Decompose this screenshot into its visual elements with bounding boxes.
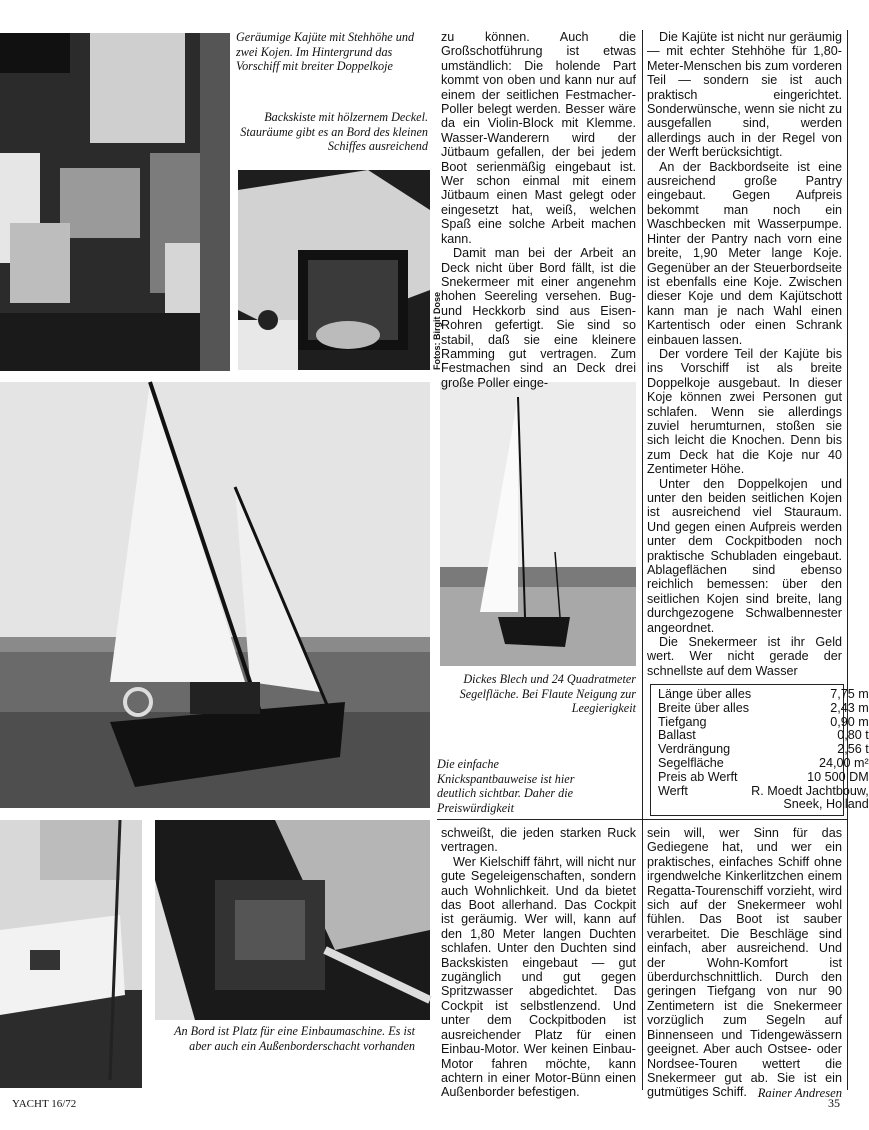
spec-row: [658, 716, 869, 730]
column-divider: [642, 30, 643, 1090]
paragraph: sein will, wer Sinn für das Gediegene hat, und wer ein praktisches, einfaches Schiff ohne irgendwelche Kinkerlitzchen einem Regatta-Tourenschiff vorzieht, wird sich auf der Snekermeer wohl fühlen. Das Boot ist sauber verarbeitet. Die Beschläge sind einfach, aber ausreichend. Und der Wohn-Komfort ist überdurchschnittlich. Durch den geringen Tiefgang von nur 90 Zentimetern ist die Snekermeer vorzüglich zum Segeln auf Binnenseen und Tidengewässern geeignet. Aber auch Ostsee- oder Nordsee-Touren wettert die Snekermeer gut ab. Sie ist ein gutmütiges Schiff.: [647, 826, 842, 1100]
column-right-top: [647, 30, 842, 678]
spec-row: [658, 688, 869, 702]
spec-label: Segelfläche: [658, 755, 724, 770]
paragraph: schweißt, die jeden starken Ruck vertragen.: [441, 826, 636, 855]
spec-value: R. Moedt Jachtbouw,: [751, 783, 869, 798]
spec-value: 24,00 m²: [819, 755, 869, 770]
spec-value: 10 500 DM: [807, 769, 869, 784]
spec-value: 0,80 t: [837, 728, 869, 743]
caption-locker: Backskiste mit hölzernem Deckel. Stauräume gibt es an Bord des kleinen Schiffes ausreichend: [240, 110, 428, 154]
column-divider-right: [847, 30, 848, 1090]
boat-side-photo: [0, 820, 142, 1088]
sailboat-small-photo: [440, 382, 636, 666]
spec-table: [650, 684, 869, 816]
spec-label: Tiefgang: [658, 714, 707, 729]
paragraph: An der Backbordseite ist eine ausreichend große Pantry eingebaut. Gegen Aufpreis bekommt man noch ein Waschbecken mit Wasserpumpe. Hinter der Pantry nach vorn eine breite, 1,90 Meter lange Koje. Gegenüber an der Steuerbordseite ist ebenfalls eine Koje. Zwischen dieser Koje und dem Kajütschott kann man je nach Wahl einen Kartentisch oder einen Schrank einbauen lassen.: [647, 159, 842, 347]
spec-value: 2,56 t: [837, 742, 869, 757]
spec-row: [658, 757, 869, 771]
column-right-bottom: [647, 826, 842, 1100]
spec-label: Breite über alles: [658, 700, 750, 715]
spec-row: [658, 729, 869, 743]
caption-small-sail: Dickes Blech und 24 Quadratmeter Segelfläche. Bei Flaute Neigung zur Leegierigkeit: [459, 672, 636, 716]
paragraph: Die Kajüte ist nicht nur geräumig — mit echter Stehhöhe für 1,80-Meter-Menschen bis zum vorderen Teil — sondern sie ist auch praktisch eingerichtet. Sonderwünsche, wenn sie nicht zu ausgefallen sind, werden allerdings auch in der Regel von der Werft berücksichtigt.: [647, 30, 842, 160]
paragraph: Wer Kielschiff fährt, will nicht nur gute Segeleigenschaften, sondern auch Wohnlichkeit. Und da bietet das Boot allerhand. Das Cockpit ist geräumig. Wer will, kann auf den 1,80 Meter langen Duchten schlafen. Unter den Duchten sind Backskisten eingebaut — gut zugänglich und gut gegen Spritzwasser abgedichtet. Das Cockpit ist selbstlenzend. Und unter dem Cockpitboden ist ausreichender Platz für einen Einbau-Motor. Wer keinen Einbau-Motor fahren möchte, kann achtern in einer Motor-Bünn einen Außenborder befestigen.: [441, 854, 636, 1100]
spec-label: Ballast: [658, 728, 696, 743]
spec-value: Sneek, Holland: [783, 797, 869, 812]
caption-cabin: Geräumige Kajüte mit Stehhöhe und zwei Kojen. Im Hintergrund das Vorschiff mit breiter Doppelkoje: [236, 30, 415, 74]
caption-large-sail: Die einfache Knickspantbauweise ist hier deutlich sichtbar. Daher die Preiswürdigkeit: [437, 757, 575, 815]
paragraph: Damit man bei der Arbeit an Deck nicht über Bord fällt, ist die Snekermeer mit einer angenehm hohen Seereling versehen. Bug- und Heckkorb sind aus Eisen-Rohren gefertigt. Sie sind so stabil, daß sie eine kleinere Ramming gut vertragen. Zum Festmachen sind an Deck drei große Poller einge-: [441, 246, 636, 390]
sailboat-large-photo: [0, 382, 430, 808]
spec-value: 2,43 m: [830, 700, 869, 715]
spec-value: 7,75 m: [830, 687, 869, 701]
column-middle-bottom: [441, 826, 636, 1100]
locker-photo: [238, 170, 430, 370]
spec-label: Preis ab Werft: [658, 769, 738, 784]
photo-credit: Fotos: Birgit Dose: [432, 292, 442, 370]
engine-photo: [155, 820, 430, 1020]
spec-row: [658, 743, 869, 757]
author-signature: Rainer Andresen: [757, 1085, 842, 1100]
caption-engine: An Bord ist Platz für eine Einbaumaschine. Es ist aber auch ein Außenborderschacht vorhanden: [174, 1024, 415, 1053]
spec-label: Verdrängung: [658, 742, 731, 757]
spec-row: [658, 771, 869, 785]
paragraph: zu können. Auch die Großschotführung ist etwas umständlich: Die holende Part kommt von oben und kann nur auf einem der seitlichen Festmacher-Poller belegt werden. Besser wäre da ein Violin-Block mit Klemme. Wasser-Wanderern wird der Jütbaum gefallen, der bei jedem Boot serienmäßig eingebaut ist. Wer schon einmal mit einem Jütbaum einen Mast gelegt oder eingesetzt hat, weiß, welchen Spaß eine solche Arbeit machen kann.: [441, 30, 636, 246]
footer-magazine: YACHT 16/72: [12, 1098, 77, 1110]
spec-row: [658, 785, 869, 799]
spec-row: [658, 702, 869, 716]
section-divider: [437, 819, 847, 820]
spec-label: Länge über alles: [658, 687, 752, 701]
paragraph: Unter den Doppelkojen und unter den beiden seitlichen Kojen ist ausreichend viel Stauraum. Und gegen einen Aufpreis werden unter dem Cockpitboden noch praktische Schubladen eingebaut. Ablageflächen sind ebenso reichlich bemessen: über den seitlichen Kojen sind breite, lang durchgezogene Schwalbennester angeordnet.: [647, 476, 842, 635]
spec-label: [658, 798, 751, 812]
cabin-photo: [0, 33, 230, 371]
spec-value: 0,90 m: [830, 714, 869, 729]
paragraph: Der vordere Teil der Kajüte bis ins Vorschiff ist als breite Doppelkoje ausgebaut. In dieser Koje können zwei Personen gut schlafen. Wenn sie allerdings zuviel herumturnen, stoßen sie sich leicht die Knochen. Denn bis zum Deck hat die Koje nur 40 Zentimeter Höhe.: [647, 346, 842, 477]
column-middle-top: [441, 30, 636, 390]
page-number: 35: [828, 1096, 840, 1110]
spec-row: [658, 798, 869, 812]
paragraph: Die Snekermeer ist ihr Geld wert. Wer nicht gerade der schnellste auf dem Wasser: [647, 635, 842, 678]
spec-label: Werft: [658, 783, 688, 798]
